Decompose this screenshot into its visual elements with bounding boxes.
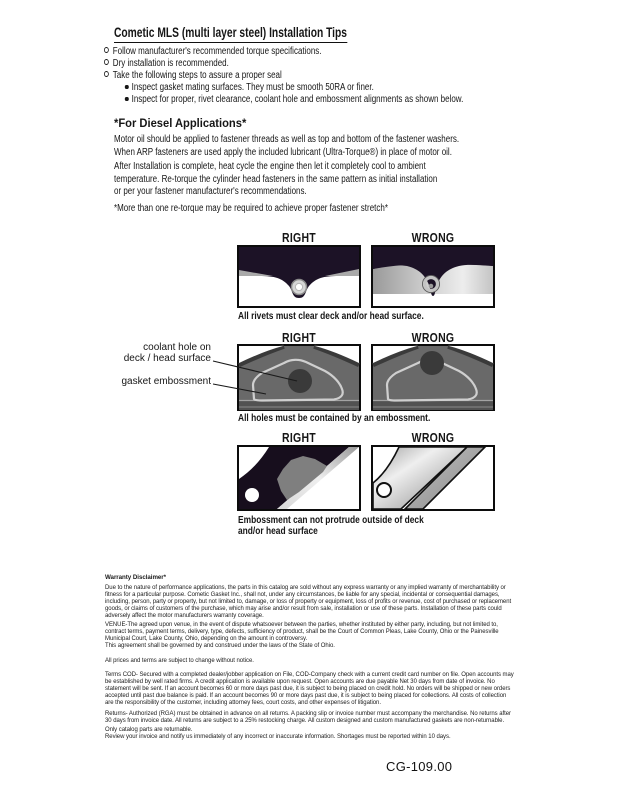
rivet-right-diagram bbox=[237, 245, 361, 308]
open-bullet-icon bbox=[104, 71, 109, 77]
embossment-wrong-diagram bbox=[371, 445, 495, 511]
tip-subitem bbox=[104, 82, 463, 94]
diesel-paragraph-2: After Installation is complete, heat cycle the engine then let it completely cool to ambient temperature. Re-torque the cylinder head fasteners in the same pattern as initial installation or per your fastener manufacturer's recommendations. bbox=[114, 161, 438, 197]
retorque-note: *More than one re-torque may be required to achieve proper fastener stretch* bbox=[114, 203, 388, 214]
tip-item bbox=[104, 70, 463, 82]
embossment-right-diagram bbox=[237, 445, 361, 511]
embossment-caption: Embossment can not protrude outside of deck and/or head surface bbox=[238, 515, 424, 537]
bolt-hole-icon bbox=[377, 483, 391, 497]
hole-right-illustration bbox=[237, 344, 361, 411]
tip-item bbox=[104, 58, 463, 70]
filled-bullet-icon bbox=[125, 97, 129, 102]
open-bullet-icon bbox=[104, 47, 109, 53]
coolant-hole-icon bbox=[288, 369, 312, 393]
rivet-wrong-diagram bbox=[371, 245, 495, 308]
diesel-applications-heading: *For Diesel Applications* bbox=[114, 116, 247, 130]
tip-text: Take the following steps to assure a proper seal bbox=[112, 70, 282, 81]
coolant-hole-label: coolant hole on deck / head surface bbox=[123, 342, 211, 364]
tip-item bbox=[104, 46, 463, 58]
tip-text: Inspect for proper, rivet clearance, coolant hole and embossment alignments as shown below. bbox=[131, 94, 464, 105]
diesel-paragraph-1: Motor oil should be applied to fastener threads as well as top and bottom of the fastener washers. When ARP fasteners are used apply the included lubricant (Ultra-Torque®) in place of motor oil. bbox=[114, 134, 460, 158]
prices-paragraph: All prices and terms are subject to change without notice. bbox=[105, 658, 254, 664]
page-code: CG-109.00 bbox=[386, 759, 453, 774]
right-label: RIGHT bbox=[282, 431, 316, 445]
venue-paragraph: VENUE-The agreed upon venue, in the event of dispute whatsoever between the parties, whether instituted by either party, including, but not limited to, contract terms, payment terms, delivery, type, defects, sufficiency of product, shall be the Court of Common Pleas, Lake County, Ohio or the Painesville Municipal Court, Lake County, Ohio, depending on the amount in controversy. This agreement shall be governed by and construed under the laws of the State of Ohio. bbox=[105, 622, 499, 649]
tip-text: Follow manufacturer's recommended torque specifications. bbox=[112, 46, 322, 57]
right-label: RIGHT bbox=[282, 331, 316, 345]
hole-wrong-diagram bbox=[371, 344, 495, 411]
rivet-wrong-illustration bbox=[371, 245, 495, 308]
gasket-embossment-label: gasket embossment bbox=[121, 376, 211, 387]
rivet-caption: All rivets must clear deck and/or head surface. bbox=[238, 311, 424, 322]
tip-text: Dry installation is recommended. bbox=[112, 58, 229, 69]
warranty-paragraph: Due to the nature of performance applications, the parts in this catalog are sold without any express warranty or any implied warranty of merchantability or fitness for a particular purpose. Cometic Gasket Inc., shall not, under any circumstances, be liable for any special, incidental or consequential damages, including, person, party or property, but not limited to, damage, or loss of property or equipment, loss of profits or revenue, cost of purchased or replacement goods, or claims of customers of the purchase, which may arise and/or result from sale, installation or use of these parts. Installation of these parts could adversely affect the motor manufacturers warranty coverage. bbox=[105, 585, 512, 619]
hole-right-diagram bbox=[237, 344, 361, 411]
tip-subitem bbox=[104, 94, 463, 106]
terms-paragraph: Terms COD- Secured with a completed dealer/jobber application on File, COD-Company check with a current credit card number on file. Open accounts may be established by well rated firms. A credit application is available upon request. Open accounts are due payable Net 30 days from date of invoice. No statement will be sent. If an account becomes 60 or more days past due, it is subject to being placed on credit hold. No orders will be shipped or new orders accepted until past due balance is paid. If an account becomes 90 or more days past due, it is subject to being placed for collections. All costs of collection are the responsibility of the customer, including attorney fees, court costs, and other expenses of litigation. bbox=[105, 672, 514, 706]
wrong-label: WRONG bbox=[411, 231, 455, 245]
embossment-right-illustration bbox=[237, 445, 361, 511]
filled-bullet-icon bbox=[125, 85, 129, 90]
bolt-hole-icon bbox=[245, 488, 259, 502]
page-title: Cometic MLS (multi layer steel) Installation Tips bbox=[114, 25, 347, 43]
wrong-label: WRONG bbox=[411, 431, 455, 445]
warranty-disclaimer-heading: Warranty Disclaimer* bbox=[105, 574, 167, 581]
returns-paragraph: Returns- Authorized (RGA) must be obtained in advance on all returns. A packing slip or invoice number must accompany the merchandise. No returns after 30 days from invoice date. All returns are subject to a 25% restocking charge. All custom designed and custom manufactured gaskets are non-returnable. bbox=[105, 711, 511, 724]
coolant-hole-icon bbox=[420, 351, 444, 375]
right-label: RIGHT bbox=[282, 231, 316, 245]
rivet-right-illustration bbox=[237, 245, 361, 308]
embossment-wrong-illustration bbox=[371, 445, 495, 511]
tip-text: Inspect gasket mating surfaces. They must be smooth 50RA or finer. bbox=[131, 82, 374, 93]
installation-tips-list bbox=[104, 46, 463, 106]
wrong-label: WRONG bbox=[411, 331, 455, 345]
returnable-paragraph: Only catalog parts are returnable. Review your invoice and notify us immediately of any incorrect or inaccurate information. Shortages must be reported within 10 days. bbox=[105, 727, 451, 740]
hole-caption: All holes must be contained by an embossment. bbox=[238, 413, 431, 424]
open-bullet-icon bbox=[104, 59, 109, 65]
hole-wrong-illustration bbox=[371, 344, 495, 411]
